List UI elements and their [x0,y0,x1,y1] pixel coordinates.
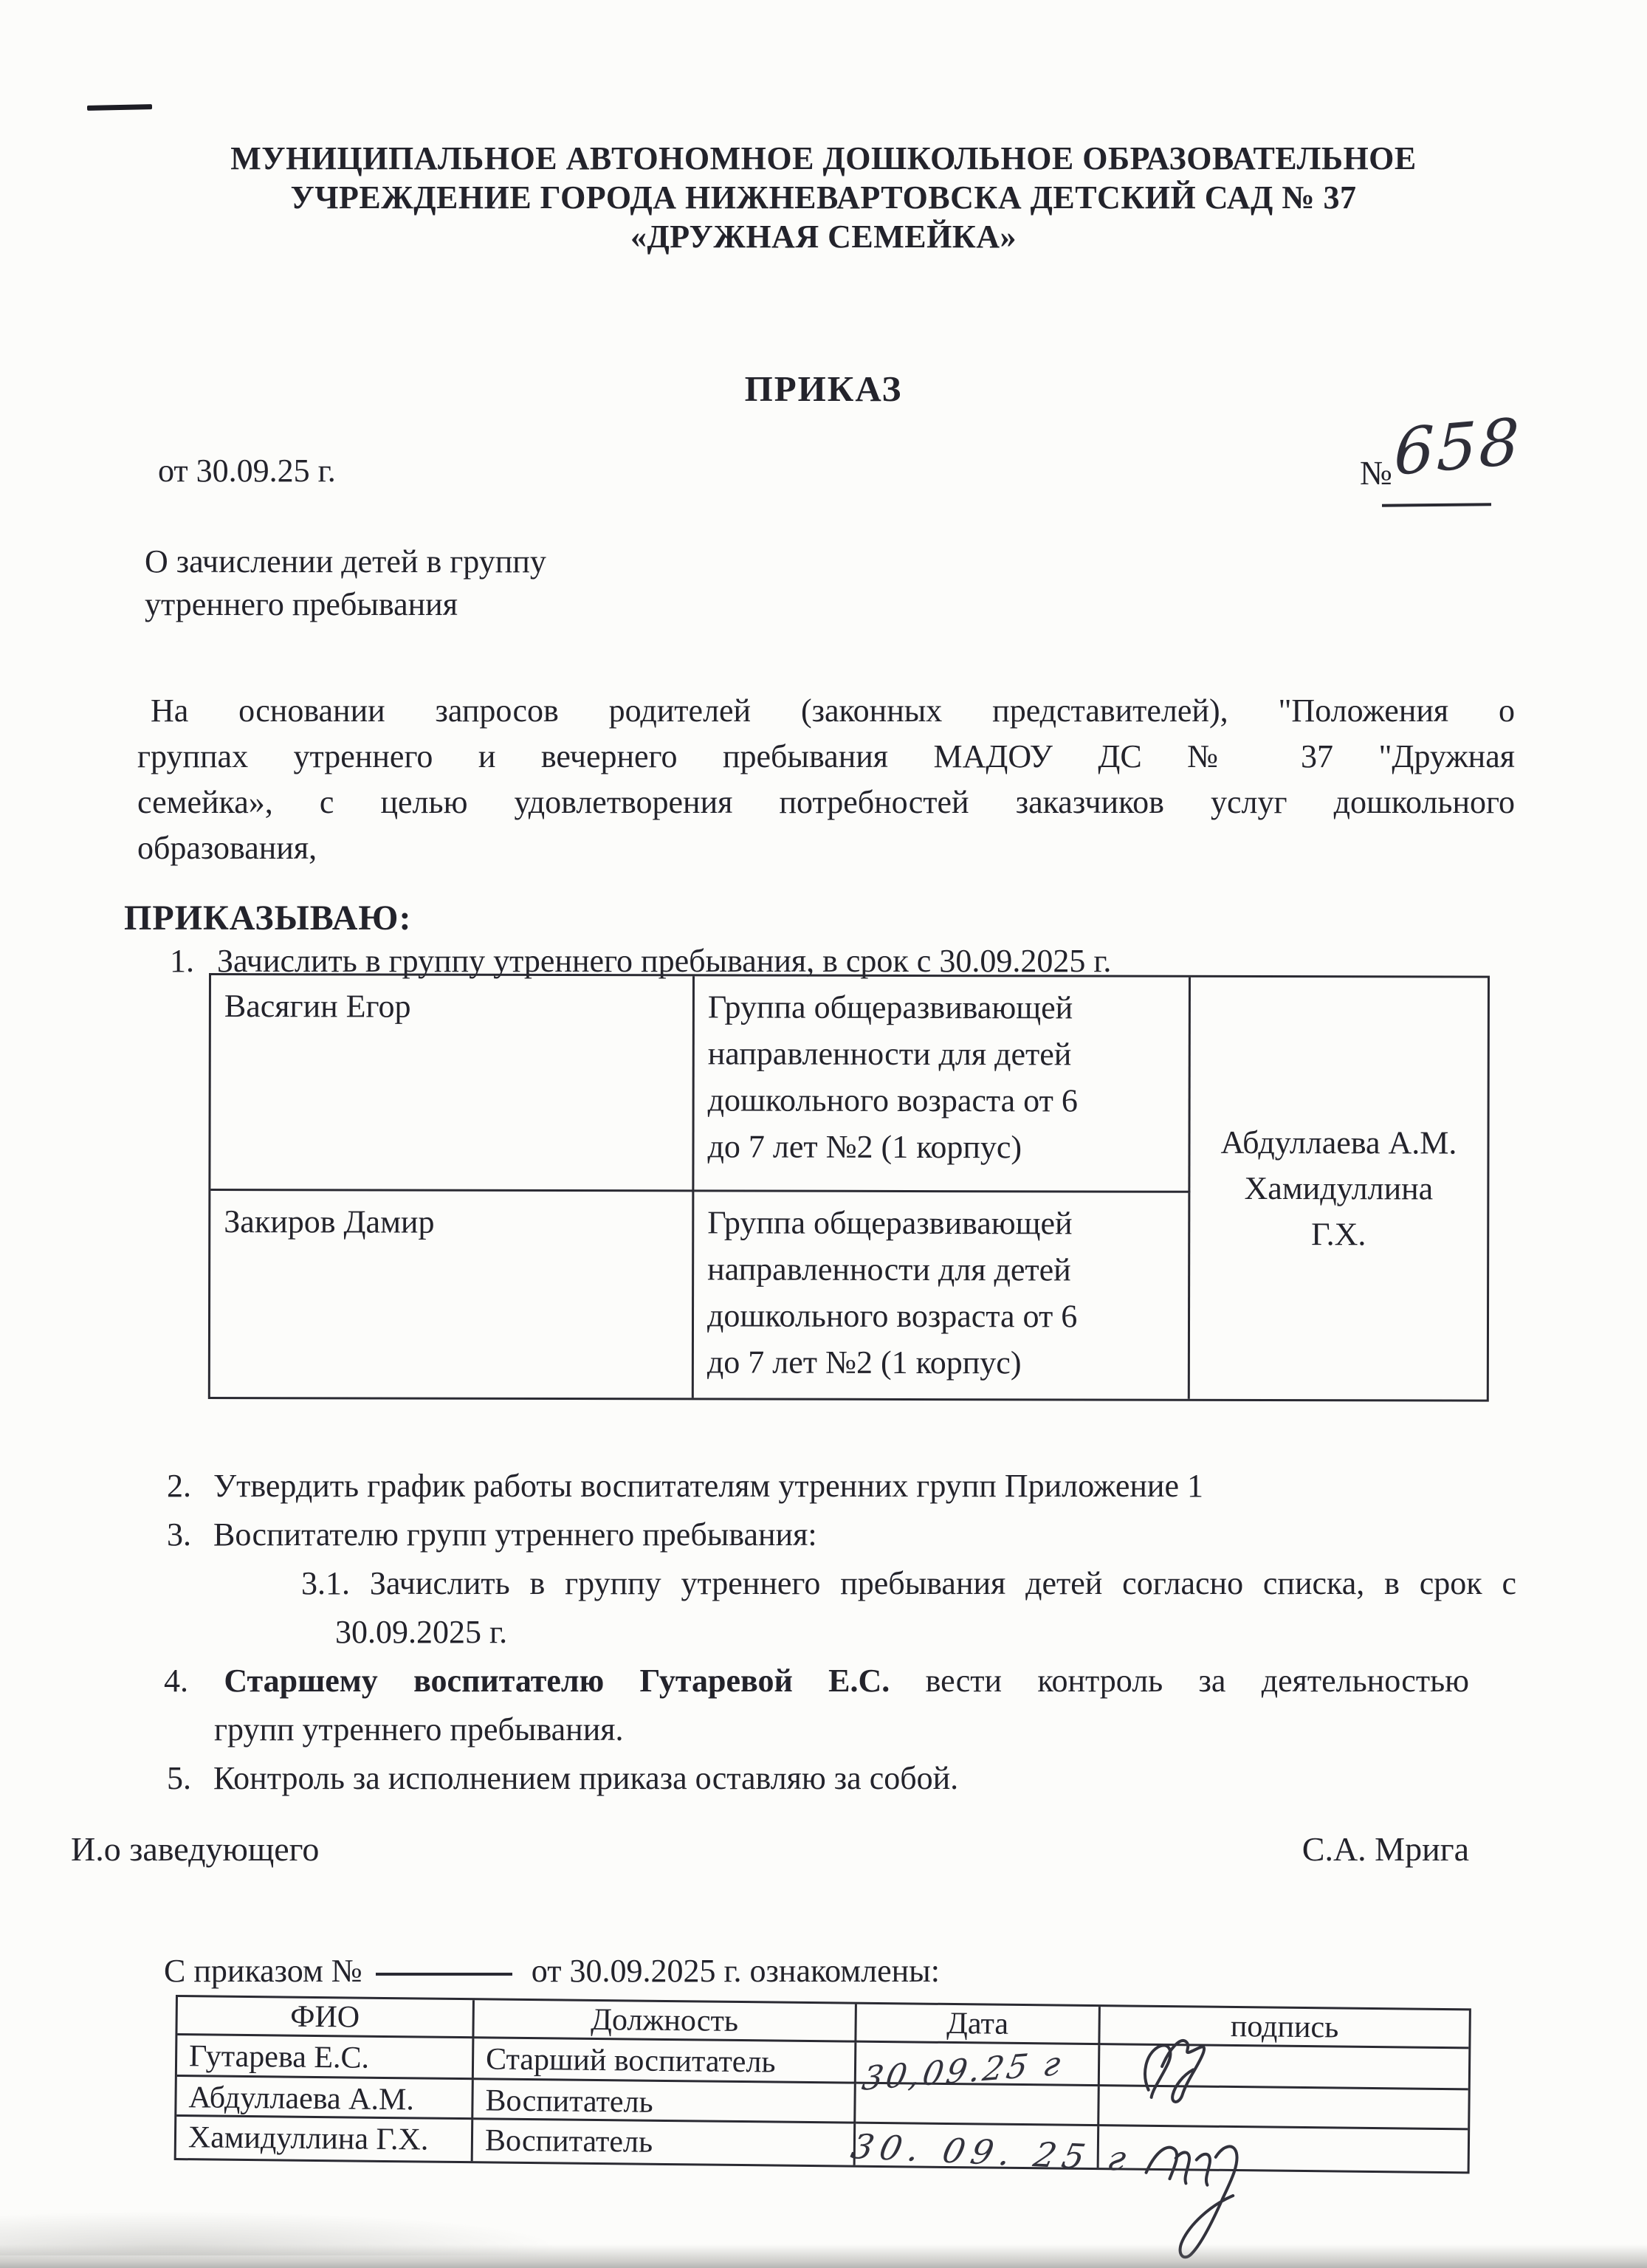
item-text: Воспитателю групп утреннего пребывания: [213,1516,817,1553]
acknowledgement-line [164,1952,940,1990]
order-item-3-1 [301,1559,1516,1608]
organization-header [0,139,1647,256]
group-line: Группа общеразвивающей [707,989,1073,1026]
ack-header-signature: подпись [1100,2007,1469,2049]
ack-header-position: Должность [474,2000,857,2042]
acknowledgement-table [174,1995,1471,2179]
preamble-line: группах утреннего и вечернего пребывания МАДОУ ДС № 37 "Дружная [137,738,1515,774]
item-text: Зачислить в группу утреннего пребывания детей согласно списка, в срок с [369,1565,1516,1601]
ack-suffix: от 30.09.2025 г. ознакомлены: [531,1953,940,1989]
order-item-3 [167,1511,1516,1559]
group-line: направленности для детей [707,1035,1072,1073]
scan-noise [0,2244,1647,2268]
item-bold-lead: Старшему воспитателю Гутаревой Е.С. [224,1663,890,1699]
group-line: дошкольного возраста от 6 [706,1297,1078,1335]
item-text: 30.09.2025 г. [335,1614,508,1650]
subject-line: утреннего пребывания [145,586,458,622]
ack-header-date: Дата [856,2004,1101,2045]
order-item-5 [167,1754,1516,1803]
teacher-line: Г.Х. [1311,1215,1366,1252]
child-name-cell: Закиров Дамир [210,1191,695,1398]
subject-line: О зачислении детей в группу [145,543,546,580]
preamble-line: образования, [137,830,317,866]
document-date: от 30.09.25 г. [158,453,336,489]
group-line: Группа общеразвивающей [707,1204,1073,1242]
enrollment-table [208,973,1490,1402]
order-item-2 [167,1462,1516,1511]
preamble-line: На основании запросов родителей (законных представителей), "Положения о [151,693,1515,729]
item-text: вести контроль за деятельностью [925,1663,1470,1699]
item-number: 4. [164,1663,188,1699]
preamble-line: семейка», с целью удовлетворения потребностей заказчиков услуг дошкольного [137,784,1515,820]
blank-underline [376,1973,512,1976]
teacher-line: Хамидуллина [1244,1169,1434,1206]
teacher-line: Абдуллаева А.М. [1220,1124,1457,1161]
child-name-cell: Васягин Егор [210,975,695,1192]
group-cell [694,976,1191,1192]
teachers-cell [1190,977,1488,1400]
org-line: МУНИЦИПАЛЬНОЕ АВТОНОМНОЕ ДОШКОЛЬНОЕ ОБРАЗОВАТЕЛЬНОЕ [230,140,1417,176]
handwritten-date: 30,09.25 г [859,2044,1067,2099]
group-cell [694,1192,1191,1398]
group-line: до 7 лет №2 (1 корпус) [706,1344,1022,1381]
item-number: 5. [167,1760,191,1796]
ack-header-fio: ФИО [177,1997,475,2038]
item-text: Зачислить в группу утреннего пребывания, в срок с 30.09.2025 г. [217,943,1112,979]
order-item-4 [164,1657,1469,1705]
order-item-3-1-cont [167,1608,1516,1657]
item-number: 3. [167,1516,191,1553]
item-text: Утвердить график работы воспитателям утренних групп Приложение 1 [213,1468,1204,1504]
preamble [137,688,1515,871]
ack-position: Воспитатель [473,2080,856,2123]
ack-fio: Хамидуллина Г.Х. [176,2117,474,2161]
org-line: УЧРЕЖДЕНИЕ ГОРОДА НИЖНЕВАРТОВСКА ДЕТСКИЙ САД № 37 [290,179,1357,216]
order-word: ПРИКАЗЫВАЮ: [124,898,412,938]
signer-position: И.о заведующего [71,1830,320,1868]
ack-fio: Абдуллаева А.М. [176,2077,474,2120]
signer-name: С.А. Мрига [1302,1830,1469,1868]
signature-row [71,1829,1469,1869]
document-title: ПРИКАЗ [744,368,903,409]
org-line: «ДРУЖНАЯ СЕМЕЙКА» [630,219,1017,255]
item-number: 2. [167,1468,191,1504]
ack-prefix: С приказом № [164,1953,362,1989]
number-underline [1382,503,1491,507]
ack-fio: Гутарева Е.С. [177,2035,475,2080]
number-sign: № [1360,454,1392,492]
subject-block [145,540,546,626]
signature-scribble [1136,2032,1240,2114]
scan-corner-mark [87,104,152,111]
group-line: до 7 лет №2 (1 корпус) [707,1128,1022,1166]
handwritten-date: 30. 09. 25 г [847,2126,1137,2179]
order-items [164,1462,1516,1803]
group-line: дошкольного возраста от 6 [707,1082,1078,1119]
item-text: Контроль за исполнением приказа оставляю за собой. [213,1760,959,1796]
ack-position: Воспитатель [473,2120,856,2165]
item-number: 1. [170,943,194,979]
item-number: 3.1. [301,1565,350,1601]
ack-position: Старший воспитатель [474,2038,857,2083]
order-item-4-cont: групп утреннего пребывания. [214,1711,624,1748]
group-line: направленности для детей [707,1251,1071,1288]
handwritten-order-number: 658 [1393,405,1522,490]
